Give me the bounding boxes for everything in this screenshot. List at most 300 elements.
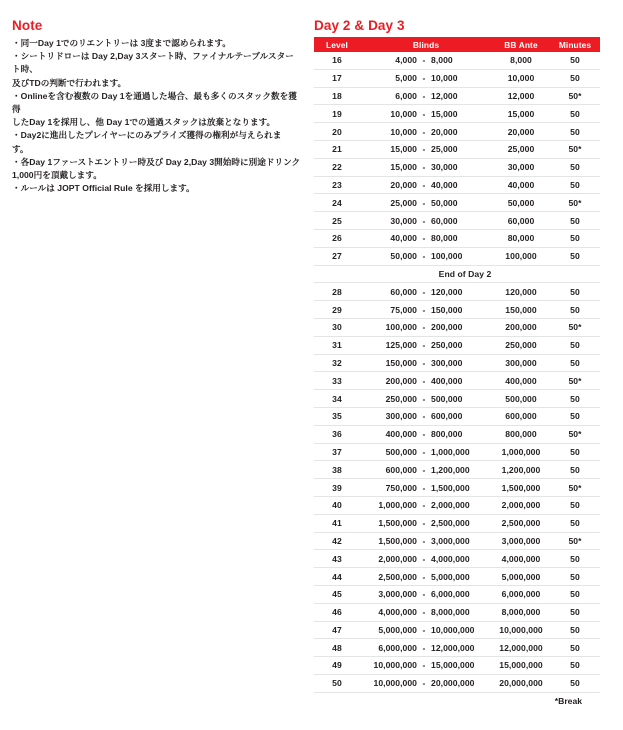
blinds-pair bbox=[360, 233, 492, 243]
big-blind: 30,000 bbox=[431, 162, 458, 173]
small-blind: 10,000,000 bbox=[373, 660, 417, 671]
break-footnote: *Break bbox=[554, 695, 582, 706]
cell-blinds bbox=[360, 568, 492, 586]
cell-level: 41 bbox=[314, 514, 360, 532]
cell-level: 26 bbox=[314, 229, 360, 247]
cell-blinds bbox=[360, 247, 492, 265]
big-blind: 150,000 bbox=[431, 304, 463, 315]
cell-minutes: 50 bbox=[550, 657, 600, 675]
blinds-separator: - bbox=[422, 535, 426, 546]
cell-bb-ante: 12,000,000 bbox=[492, 639, 550, 657]
cell-blinds bbox=[360, 479, 492, 497]
cell-blinds bbox=[360, 514, 492, 532]
cell-bb-ante: 10,000,000 bbox=[492, 621, 550, 639]
blinds-pair bbox=[360, 109, 492, 119]
table-row bbox=[314, 194, 600, 212]
small-blind: 15,000 bbox=[390, 162, 417, 173]
cell-level: 40 bbox=[314, 496, 360, 514]
cell-level: 20 bbox=[314, 123, 360, 141]
blinds-separator: - bbox=[422, 518, 426, 529]
small-blind: 75,000 bbox=[390, 304, 417, 315]
table-row bbox=[314, 158, 600, 176]
blinds-separator: - bbox=[422, 642, 426, 653]
cell-bb-ante: 100,000 bbox=[492, 247, 550, 265]
table-row bbox=[314, 514, 600, 532]
note-line: ・ルールは JOPT Official Rule を採用します。 bbox=[12, 183, 195, 194]
cell-bb-ante: 10,000 bbox=[492, 69, 550, 87]
big-blind: 12,000 bbox=[431, 90, 458, 101]
cell-minutes: 50* bbox=[550, 372, 600, 390]
blinds-separator: - bbox=[422, 162, 426, 173]
cell-blinds bbox=[360, 336, 492, 354]
blinds-separator: - bbox=[422, 126, 426, 137]
blinds-pair bbox=[360, 251, 492, 261]
cell-minutes: 50 bbox=[550, 407, 600, 425]
table-row bbox=[314, 87, 600, 105]
cell-minutes: 50 bbox=[550, 550, 600, 568]
blinds-pair bbox=[360, 394, 492, 404]
blinds-separator: - bbox=[422, 73, 426, 84]
cell-minutes: 50 bbox=[550, 639, 600, 657]
cell-minutes: 50* bbox=[550, 194, 600, 212]
cell-minutes: 50* bbox=[550, 479, 600, 497]
big-blind: 10,000 bbox=[431, 73, 458, 84]
cell-level: 37 bbox=[314, 443, 360, 461]
blinds-pair bbox=[360, 162, 492, 172]
cell-bb-ante: 20,000 bbox=[492, 123, 550, 141]
table-row bbox=[314, 407, 600, 425]
big-blind: 120,000 bbox=[431, 286, 463, 297]
small-blind: 750,000 bbox=[385, 482, 417, 493]
divider-label: End of Day 2 bbox=[438, 268, 492, 279]
big-blind: 15,000,000 bbox=[431, 660, 475, 671]
big-blind: 12,000,000 bbox=[431, 642, 475, 653]
cell-blinds bbox=[360, 674, 492, 692]
big-blind: 100,000 bbox=[431, 251, 463, 262]
cell-blinds bbox=[360, 425, 492, 443]
note-line: ・Onlineを含む複数の Day 1を通過した場合、最も多くのスタック数を獲得 bbox=[12, 90, 297, 115]
table-divider-row bbox=[314, 265, 600, 283]
cell-level: 46 bbox=[314, 603, 360, 621]
small-blind: 60,000 bbox=[390, 286, 417, 297]
cell-bb-ante: 200,000 bbox=[492, 318, 550, 336]
cell-minutes: 50 bbox=[550, 52, 600, 69]
cell-minutes: 50* bbox=[550, 318, 600, 336]
table-row bbox=[314, 479, 600, 497]
big-blind: 2,500,000 bbox=[431, 518, 470, 529]
cell-level: 24 bbox=[314, 194, 360, 212]
cell-bb-ante: 60,000 bbox=[492, 212, 550, 230]
cell-minutes: 50 bbox=[550, 301, 600, 319]
note-line: したDay 1を採用し、他 Day 1での通過スタックは放棄となります。 bbox=[12, 117, 276, 128]
small-blind: 150,000 bbox=[385, 357, 417, 368]
cell-blinds bbox=[360, 585, 492, 603]
blinds-pair bbox=[360, 660, 492, 670]
note-line: ・Day2に進出したプレイヤーにのみプライズ獲得の権利が与えられま bbox=[12, 130, 282, 141]
cell-bb-ante: 12,000 bbox=[492, 87, 550, 105]
cell-level: 44 bbox=[314, 568, 360, 586]
cell-bb-ante: 80,000 bbox=[492, 229, 550, 247]
cell-minutes: 50 bbox=[550, 621, 600, 639]
small-blind: 50,000 bbox=[390, 251, 417, 262]
cell-blinds bbox=[360, 407, 492, 425]
cell-level: 19 bbox=[314, 105, 360, 123]
small-blind: 10,000,000 bbox=[373, 678, 417, 689]
blinds-pair bbox=[360, 180, 492, 190]
big-blind: 20,000 bbox=[431, 126, 458, 137]
blinds-pair bbox=[360, 518, 492, 528]
cell-blinds bbox=[360, 87, 492, 105]
table-row bbox=[314, 550, 600, 568]
blinds-separator: - bbox=[422, 375, 426, 386]
blinds-pair bbox=[360, 447, 492, 457]
big-blind: 15,000 bbox=[431, 108, 458, 119]
column-header-minutes: Minutes bbox=[550, 37, 600, 52]
table-row bbox=[314, 621, 600, 639]
cell-minutes: 50* bbox=[550, 425, 600, 443]
small-blind: 10,000 bbox=[390, 126, 417, 137]
cell-blinds bbox=[360, 318, 492, 336]
cell-bb-ante: 800,000 bbox=[492, 425, 550, 443]
table-row bbox=[314, 354, 600, 372]
cell-level: 43 bbox=[314, 550, 360, 568]
blinds-separator: - bbox=[422, 340, 426, 351]
small-blind: 40,000 bbox=[390, 233, 417, 244]
big-blind: 25,000 bbox=[431, 144, 458, 155]
table-row bbox=[314, 532, 600, 550]
cell-bb-ante: 1,500,000 bbox=[492, 479, 550, 497]
schedule-heading: Day 2 & Day 3 bbox=[314, 18, 405, 33]
blinds-separator: - bbox=[422, 55, 426, 66]
blinds-separator: - bbox=[422, 411, 426, 422]
small-blind: 250,000 bbox=[385, 393, 417, 404]
cell-bb-ante: 500,000 bbox=[492, 390, 550, 408]
cell-blinds bbox=[360, 532, 492, 550]
cell-blinds bbox=[360, 176, 492, 194]
table-row bbox=[314, 69, 600, 87]
big-blind: 1,500,000 bbox=[431, 482, 470, 493]
big-blind: 1,000,000 bbox=[431, 446, 470, 457]
cell-bb-ante: 150,000 bbox=[492, 301, 550, 319]
table-row bbox=[314, 639, 600, 657]
note-line: す。 bbox=[12, 143, 29, 154]
big-blind: 8,000,000 bbox=[431, 607, 470, 618]
cell-level: 25 bbox=[314, 212, 360, 230]
cell-level: 17 bbox=[314, 69, 360, 87]
blinds-separator: - bbox=[422, 607, 426, 618]
blinds-separator: - bbox=[422, 678, 426, 689]
cell-blinds bbox=[360, 550, 492, 568]
cell-level: 28 bbox=[314, 283, 360, 301]
blinds-pair bbox=[360, 91, 492, 101]
cell-blinds bbox=[360, 105, 492, 123]
note-panel bbox=[12, 18, 302, 195]
cell-minutes: 50 bbox=[550, 585, 600, 603]
blinds-separator: - bbox=[422, 304, 426, 315]
note-line: ・各Day 1ファーストエントリー時及び Day 2,Day 3開始時に別途ドリンク bbox=[12, 156, 301, 167]
cell-blinds bbox=[360, 301, 492, 319]
cell-blinds bbox=[360, 657, 492, 675]
cell-level: 38 bbox=[314, 461, 360, 479]
column-header-level: Level bbox=[314, 37, 360, 52]
table-row bbox=[314, 318, 600, 336]
blinds-separator: - bbox=[422, 429, 426, 440]
cell-minutes: 50* bbox=[550, 140, 600, 158]
cell-level: 22 bbox=[314, 158, 360, 176]
cell-blinds bbox=[360, 621, 492, 639]
big-blind: 300,000 bbox=[431, 357, 463, 368]
cell-blinds bbox=[360, 212, 492, 230]
cell-blinds bbox=[360, 443, 492, 461]
cell-minutes: 50 bbox=[550, 461, 600, 479]
table-row bbox=[314, 140, 600, 158]
blinds-separator: - bbox=[422, 553, 426, 564]
cell-level: 49 bbox=[314, 657, 360, 675]
cell-minutes: 50 bbox=[550, 69, 600, 87]
big-blind: 4,000,000 bbox=[431, 553, 470, 564]
blinds-separator: - bbox=[422, 482, 426, 493]
big-blind: 200,000 bbox=[431, 322, 463, 333]
blinds-pair bbox=[360, 536, 492, 546]
cell-bb-ante: 3,000,000 bbox=[492, 532, 550, 550]
cell-bb-ante: 15,000,000 bbox=[492, 657, 550, 675]
small-blind: 125,000 bbox=[385, 340, 417, 351]
cell-level: 31 bbox=[314, 336, 360, 354]
table-row bbox=[314, 674, 600, 692]
blinds-pair bbox=[360, 358, 492, 368]
small-blind: 2,000,000 bbox=[378, 553, 417, 564]
table-body bbox=[314, 52, 600, 692]
small-blind: 1,500,000 bbox=[378, 535, 417, 546]
cell-bb-ante: 600,000 bbox=[492, 407, 550, 425]
big-blind: 50,000 bbox=[431, 197, 458, 208]
cell-minutes: 50 bbox=[550, 105, 600, 123]
cell-bb-ante: 8,000 bbox=[492, 52, 550, 69]
table-header bbox=[314, 37, 600, 52]
cell-level: 42 bbox=[314, 532, 360, 550]
big-blind: 8,000 bbox=[431, 55, 453, 66]
cell-bb-ante: 6,000,000 bbox=[492, 585, 550, 603]
big-blind: 250,000 bbox=[431, 340, 463, 351]
small-blind: 1,500,000 bbox=[378, 518, 417, 529]
table-row bbox=[314, 176, 600, 194]
blinds-separator: - bbox=[422, 197, 426, 208]
cell-bb-ante: 20,000,000 bbox=[492, 674, 550, 692]
cell-bb-ante: 8,000,000 bbox=[492, 603, 550, 621]
column-header-blinds: Blinds bbox=[360, 37, 492, 52]
small-blind: 3,000,000 bbox=[378, 589, 417, 600]
table-row bbox=[314, 425, 600, 443]
cell-bb-ante: 2,000,000 bbox=[492, 496, 550, 514]
blinds-separator: - bbox=[422, 215, 426, 226]
blinds-separator: - bbox=[422, 251, 426, 262]
big-blind: 3,000,000 bbox=[431, 535, 470, 546]
cell-blinds bbox=[360, 158, 492, 176]
blinds-pair bbox=[360, 678, 492, 688]
table-row bbox=[314, 229, 600, 247]
blinds-pair bbox=[360, 287, 492, 297]
cell-bb-ante: 50,000 bbox=[492, 194, 550, 212]
note-line: ・シートリドローは Day 2,Day 3スタート時、ファイナルテーブルスタート時、 bbox=[12, 51, 294, 75]
cell-bb-ante: 120,000 bbox=[492, 283, 550, 301]
small-blind: 2,500,000 bbox=[378, 571, 417, 582]
blinds-pair bbox=[360, 429, 492, 439]
big-blind: 2,000,000 bbox=[431, 500, 470, 511]
cell-minutes: 50 bbox=[550, 443, 600, 461]
cell-blinds bbox=[360, 603, 492, 621]
blinds-separator: - bbox=[422, 589, 426, 600]
big-blind: 40,000 bbox=[431, 179, 458, 190]
cell-blinds bbox=[360, 194, 492, 212]
note-body bbox=[12, 37, 302, 195]
cell-bb-ante: 40,000 bbox=[492, 176, 550, 194]
cell-minutes: 50 bbox=[550, 229, 600, 247]
blinds-pair bbox=[360, 376, 492, 386]
big-blind: 1,200,000 bbox=[431, 464, 470, 475]
note-heading: Note bbox=[12, 18, 43, 33]
cell-minutes: 50 bbox=[550, 514, 600, 532]
blinds-pair bbox=[360, 483, 492, 493]
blinds-pair bbox=[360, 55, 492, 65]
cell-blinds bbox=[360, 461, 492, 479]
table-row bbox=[314, 52, 600, 69]
blinds-separator: - bbox=[422, 357, 426, 368]
table-row bbox=[314, 372, 600, 390]
table-row bbox=[314, 603, 600, 621]
small-blind: 15,000 bbox=[390, 144, 417, 155]
note-line: 及びTDの判断で行われます。 bbox=[12, 77, 127, 88]
cell-level: 39 bbox=[314, 479, 360, 497]
cell-bb-ante: 1,200,000 bbox=[492, 461, 550, 479]
big-blind: 6,000,000 bbox=[431, 589, 470, 600]
big-blind: 400,000 bbox=[431, 375, 463, 386]
blinds-separator: - bbox=[422, 233, 426, 244]
table-row bbox=[314, 390, 600, 408]
cell-blinds bbox=[360, 390, 492, 408]
cell-bb-ante: 25,000 bbox=[492, 140, 550, 158]
cell-minutes: 50 bbox=[550, 123, 600, 141]
small-blind: 4,000 bbox=[395, 55, 417, 66]
small-blind: 4,000,000 bbox=[378, 607, 417, 618]
cell-bb-ante: 5,000,000 bbox=[492, 568, 550, 586]
table-row bbox=[314, 461, 600, 479]
big-blind: 10,000,000 bbox=[431, 624, 475, 635]
cell-blinds bbox=[360, 123, 492, 141]
blinds-pair bbox=[360, 340, 492, 350]
note-line: 1,000円を頂戴します。 bbox=[12, 170, 102, 181]
small-blind: 10,000 bbox=[390, 108, 417, 119]
big-blind: 60,000 bbox=[431, 215, 458, 226]
table-row bbox=[314, 301, 600, 319]
cell-minutes: 50 bbox=[550, 158, 600, 176]
blinds-separator: - bbox=[422, 393, 426, 404]
table-row bbox=[314, 212, 600, 230]
blinds-separator: - bbox=[422, 464, 426, 475]
blind-structure-table bbox=[314, 37, 600, 693]
cell-level: 23 bbox=[314, 176, 360, 194]
cell-minutes: 50 bbox=[550, 568, 600, 586]
small-blind: 600,000 bbox=[385, 464, 417, 475]
cell-minutes: 50 bbox=[550, 283, 600, 301]
small-blind: 500,000 bbox=[385, 446, 417, 457]
small-blind: 400,000 bbox=[385, 429, 417, 440]
small-blind: 100,000 bbox=[385, 322, 417, 333]
cell-bb-ante: 300,000 bbox=[492, 354, 550, 372]
blinds-pair bbox=[360, 198, 492, 208]
cell-blinds bbox=[360, 52, 492, 69]
cell-bb-ante: 250,000 bbox=[492, 336, 550, 354]
cell-bb-ante: 30,000 bbox=[492, 158, 550, 176]
small-blind: 6,000,000 bbox=[378, 642, 417, 653]
cell-bb-ante: 1,000,000 bbox=[492, 443, 550, 461]
table-header-row bbox=[314, 37, 600, 52]
cell-minutes: 50 bbox=[550, 336, 600, 354]
cell-level: 21 bbox=[314, 140, 360, 158]
cell-bb-ante: 2,500,000 bbox=[492, 514, 550, 532]
cell-bb-ante: 15,000 bbox=[492, 105, 550, 123]
blinds-pair bbox=[360, 411, 492, 421]
blinds-pair bbox=[360, 322, 492, 332]
small-blind: 200,000 bbox=[385, 375, 417, 386]
big-blind: 500,000 bbox=[431, 393, 463, 404]
cell-blinds bbox=[360, 639, 492, 657]
schedule-panel bbox=[314, 18, 600, 706]
table-row bbox=[314, 568, 600, 586]
cell-minutes: 50* bbox=[550, 532, 600, 550]
blinds-pair bbox=[360, 589, 492, 599]
cell-blinds bbox=[360, 140, 492, 158]
cell-minutes: 50 bbox=[550, 354, 600, 372]
cell-blinds bbox=[360, 354, 492, 372]
cell-level: 50 bbox=[314, 674, 360, 692]
cell-minutes: 50 bbox=[550, 496, 600, 514]
cell-level: 29 bbox=[314, 301, 360, 319]
big-blind: 800,000 bbox=[431, 429, 463, 440]
cell-level: 36 bbox=[314, 425, 360, 443]
blinds-pair bbox=[360, 305, 492, 315]
blinds-pair bbox=[360, 607, 492, 617]
divider-label-cell bbox=[314, 265, 600, 283]
blinds-pair bbox=[360, 73, 492, 83]
table-row bbox=[314, 336, 600, 354]
table-row bbox=[314, 585, 600, 603]
table-row bbox=[314, 496, 600, 514]
table-row bbox=[314, 657, 600, 675]
cell-blinds bbox=[360, 229, 492, 247]
table-row bbox=[314, 283, 600, 301]
cell-level: 35 bbox=[314, 407, 360, 425]
blinds-pair bbox=[360, 643, 492, 653]
blinds-separator: - bbox=[422, 660, 426, 671]
cell-minutes: 50 bbox=[550, 603, 600, 621]
blinds-separator: - bbox=[422, 179, 426, 190]
big-blind: 600,000 bbox=[431, 411, 463, 422]
big-blind: 5,000,000 bbox=[431, 571, 470, 582]
cell-blinds bbox=[360, 372, 492, 390]
cell-level: 34 bbox=[314, 390, 360, 408]
cell-level: 16 bbox=[314, 52, 360, 69]
cell-blinds bbox=[360, 496, 492, 514]
table-row bbox=[314, 123, 600, 141]
small-blind: 6,000 bbox=[395, 90, 417, 101]
blinds-pair bbox=[360, 500, 492, 510]
blinds-pair bbox=[360, 144, 492, 154]
cell-minutes: 50 bbox=[550, 247, 600, 265]
cell-bb-ante: 400,000 bbox=[492, 372, 550, 390]
cell-level: 45 bbox=[314, 585, 360, 603]
cell-minutes: 50 bbox=[550, 176, 600, 194]
blinds-pair bbox=[360, 127, 492, 137]
